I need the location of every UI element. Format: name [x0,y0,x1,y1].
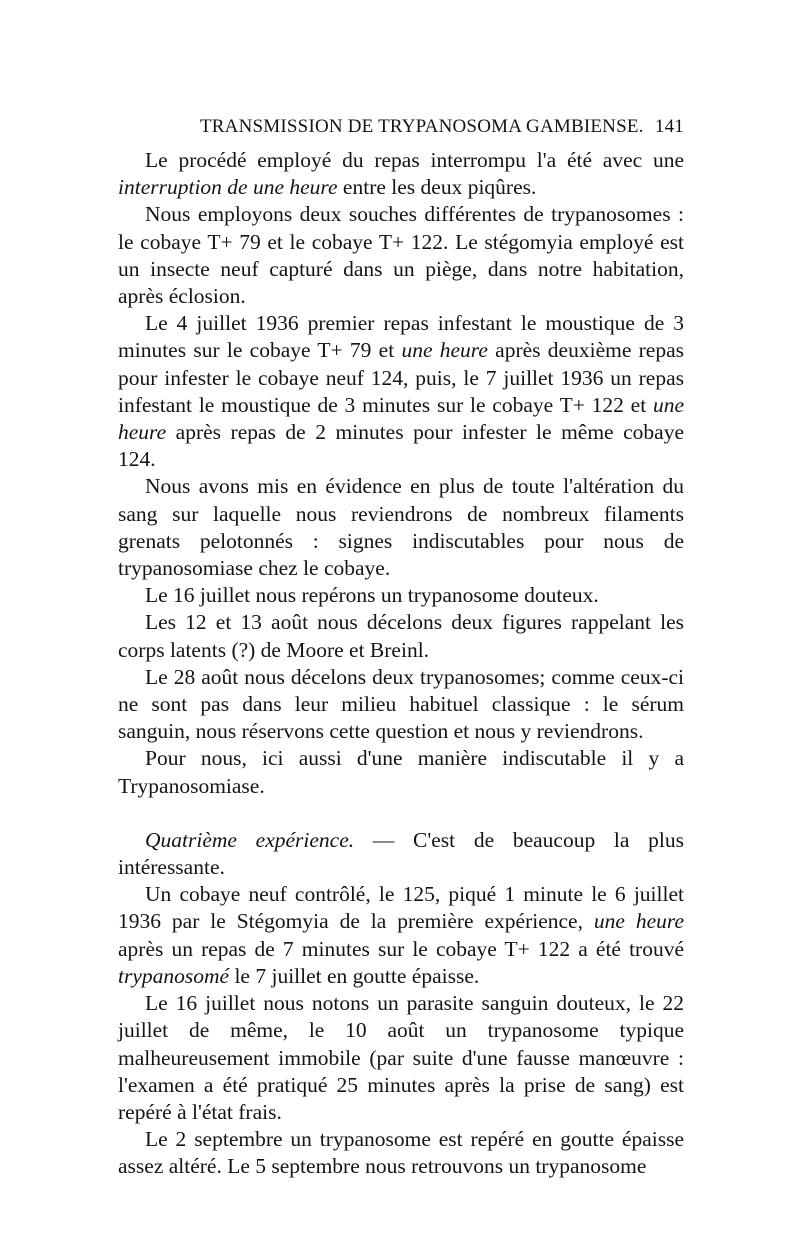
section-heading-paragraph: Quatrième expérience. — C'est de beaucoup la plus intéressante. [118,827,684,880]
body-text [118,147,684,1181]
paragraph: Le 2 septembre un trypanosome est repéré en goutte épaisse assez altéré. Le 5 septembre nous retrouvons un trypanosome [118,1127,684,1179]
paragraph: Le 16 juillet nous repérons un trypanosome douteux. [145,583,599,608]
paragraph: Le 28 août nous décelons deux trypanosomes; comme ceux-ci ne sont pas dans leur milieu habituel classique : le sérum sanguin, nous réservons cette question et nous y reviendrons. [118,664,684,744]
paragraph: Nous avons mis en évidence en plus de toute l'altération du sang sur laquelle nous reviendrons de nombreux filaments grenats pelotonnés : signes indiscutables pour nous de trypanosomiase chez le cobaye. [118,474,684,581]
paragraph: Le 16 juillet nous notons un parasite sanguin douteux, le 22 juillet de même, le 10 août un trypanosome typique malheureusement immobile (par suite d'une fausse manœuvre : l'examen a été pratiqué 25 minutes après la prise de sang) est repéré à l'état frais. [118,991,684,1124]
paragraph: Nous employons deux souches différentes de trypanosomes : le cobaye T+ 79 et le cobaye T+ 122. Le stégomyia employé est un insecte neuf capturé dans un piège, dans notre habitation, après éclosion. [118,202,684,309]
paragraph: Le 4 juillet 1936 premier repas infestant le moustique de 3 minutes sur le cobaye T+ 79 et une heure après deuxième repas pour infester le cobaye neuf 124, puis, le 7 juillet 1936 un repas infestant le moustique de 3 minutes sur le cobaye T+ 122 et une heure après repas de 2 minutes pour infester le même cobaye 124. [118,311,684,472]
running-title: TRANSMISSION DE TRYPANOSOMA GAMBIENSE. [200,116,644,137]
paragraph: Un cobaye neuf contrôlé, le 125, piqué 1 minute le 6 juillet 1936 par le Stégomyia de la première expérience, une heure après un repas de 7 minutes sur le cobaye T+ 122 a été trouvé trypanosomé le 7 juillet en goutte épaisse. [118,882,684,988]
paragraph: Le procédé employé du repas interrompu l'a été avec une interruption de une heure entre les deux piqûres. [118,148,684,200]
paragraph: Pour nous, ici aussi d'une manière indiscutable il y a Trypanosomiase. [118,746,684,798]
paragraph: Les 12 et 13 août nous décelons deux figures rappelant les corps latents (?) de Moore et Breinl. [118,610,684,662]
running-header [200,116,684,142]
page-number: 141 [654,116,684,137]
